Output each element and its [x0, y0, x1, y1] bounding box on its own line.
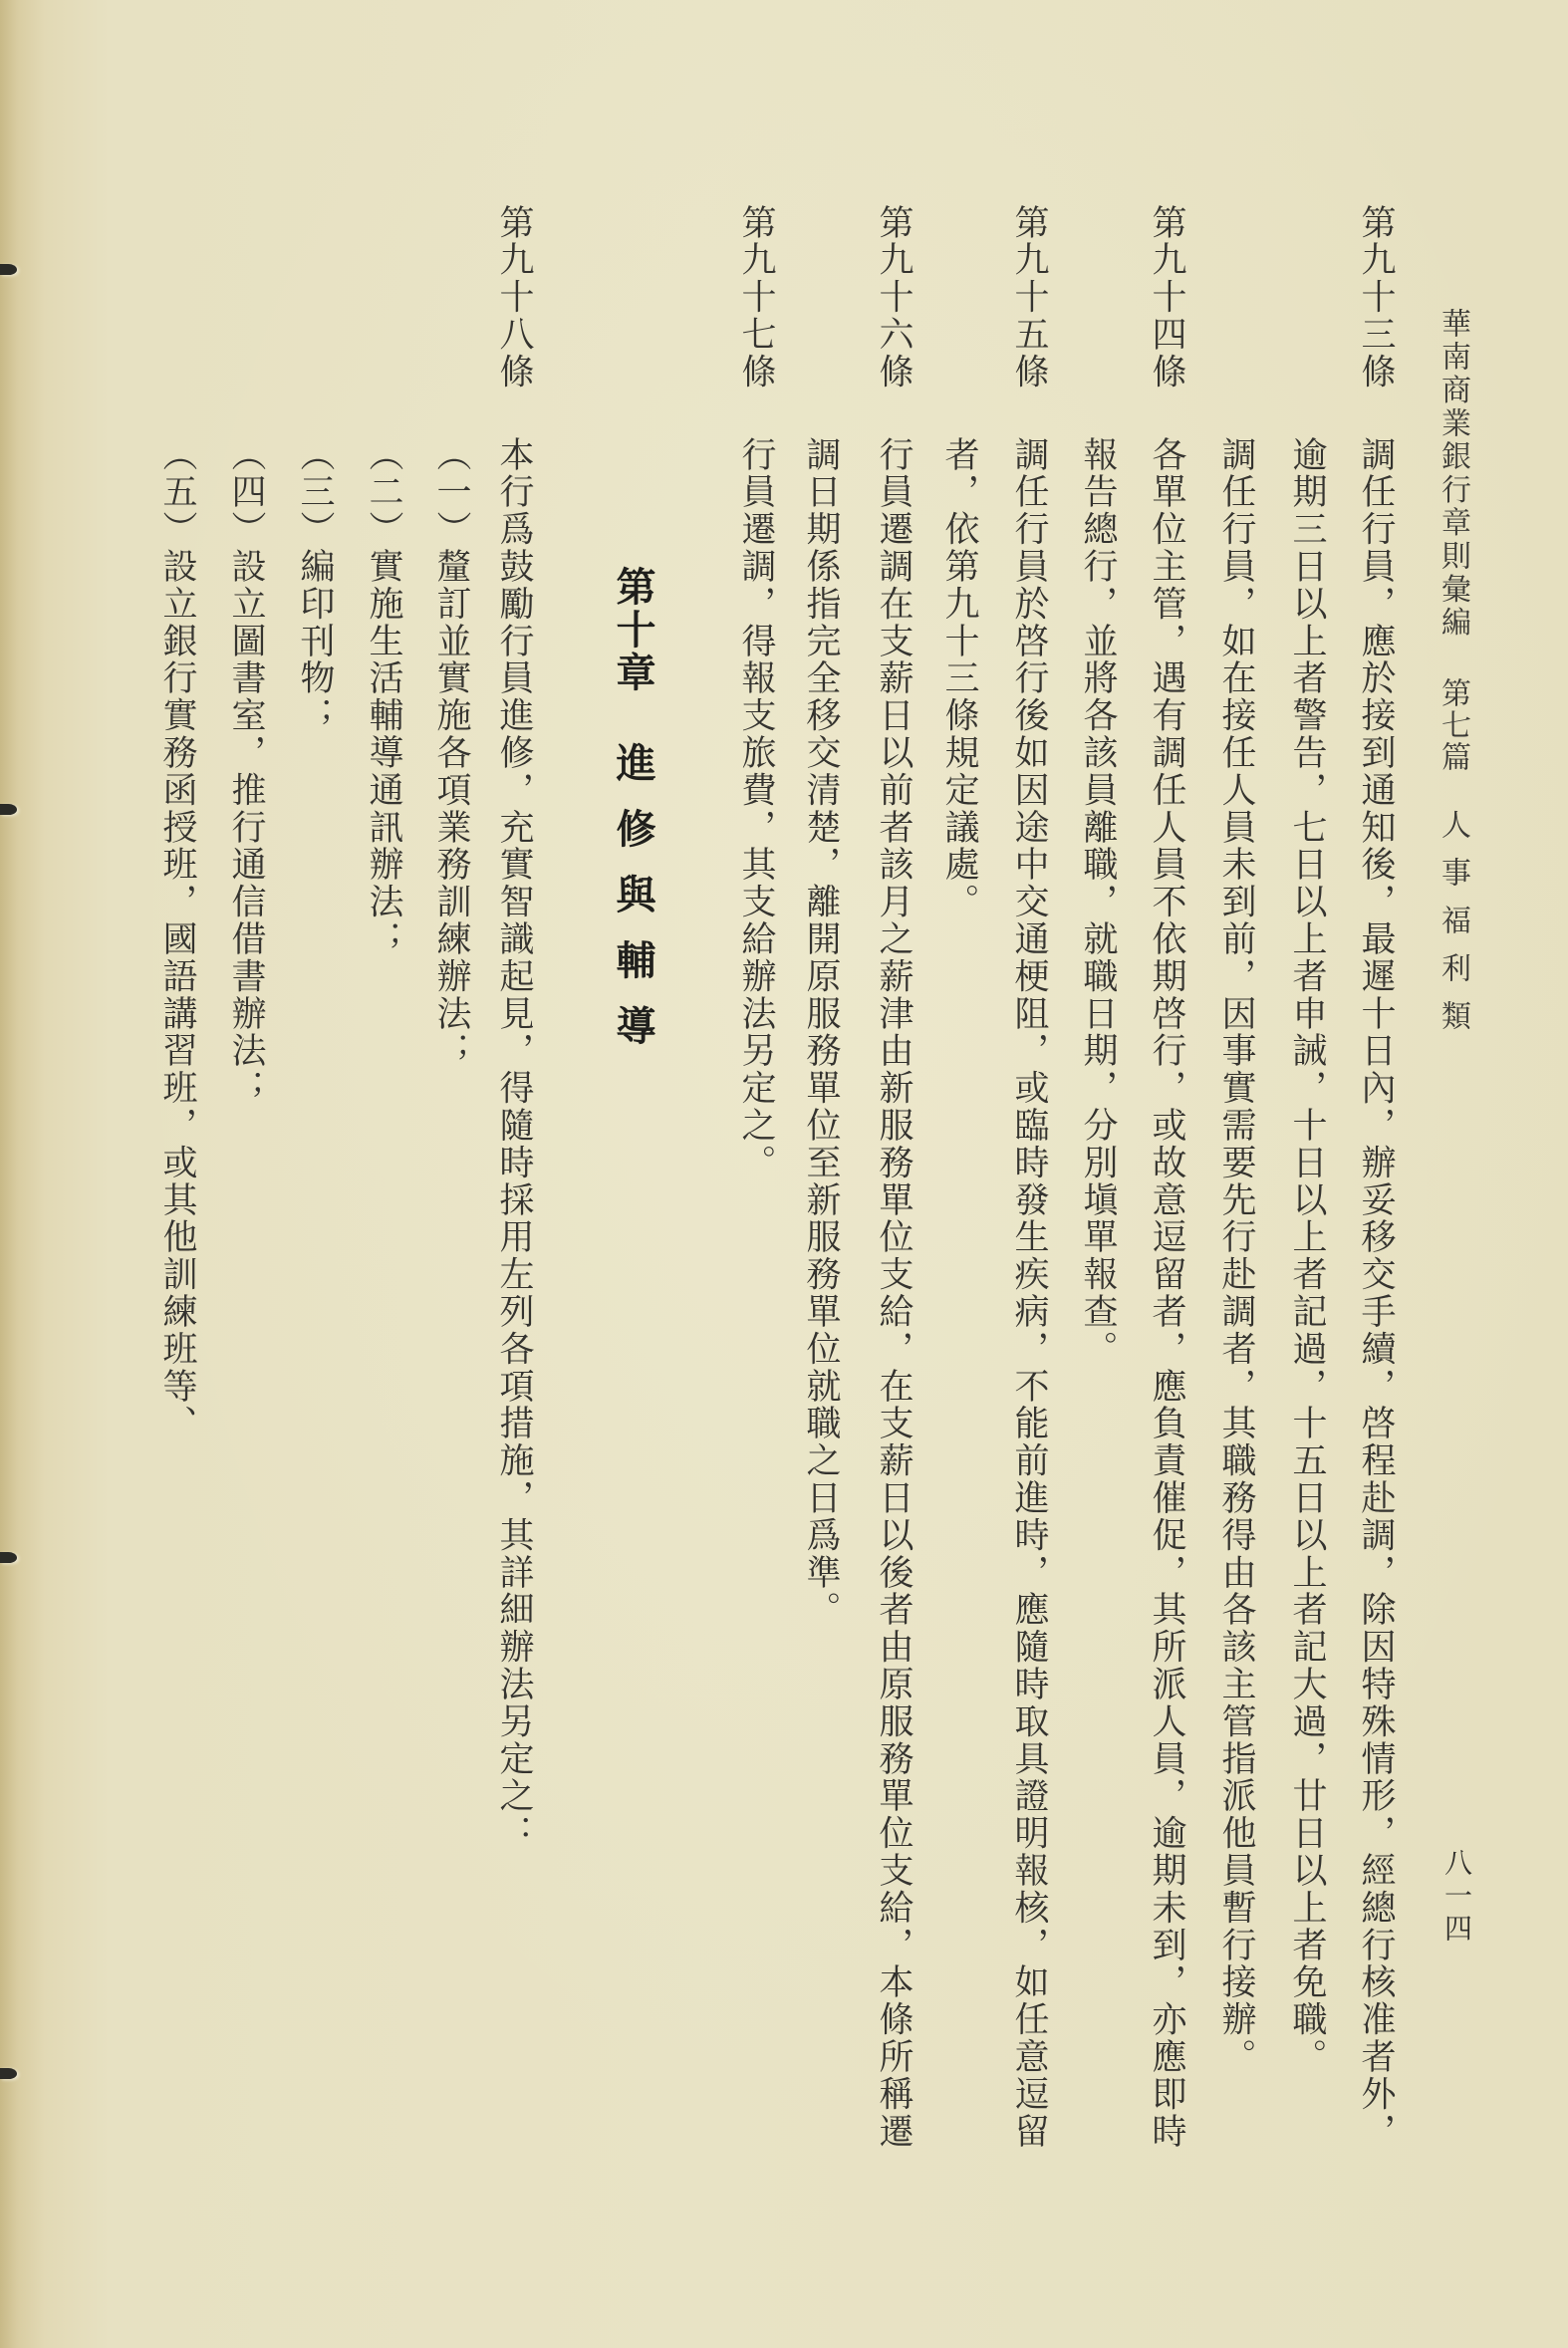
- list-item-text: 實施生活輔導通訊辦法；: [364, 548, 403, 958]
- list-item-text: 編印刊物；: [295, 548, 335, 735]
- list-item-marker: （四）: [226, 436, 266, 549]
- running-header-part: 第七篇: [1436, 677, 1470, 773]
- running-header-category: 人事福利類: [1436, 809, 1470, 1048]
- article-94-line-1: 各單位主管，遇有調任人員不依期啓行，或故意逗留者，應負責催促，其所派人員，逾期未到，亦應即時: [1147, 436, 1186, 2151]
- binding-hole: [0, 1552, 17, 1563]
- list-item-3: [293, 436, 337, 734]
- article-98-label: 第九十八條: [494, 204, 534, 391]
- article-95-line-1: 調任行員於啓行後如因途中交通梗阻，或臨時發生疾病，不能前進時，應隨時取具證明報核，如任意逗留: [1009, 436, 1049, 2151]
- article-97-line-1: 行員遷調，得報支旅費，其支給辦法另定之。: [736, 436, 776, 1181]
- article-98-line-1: 本行爲鼓勵行員進修，充實智識起見，得隨時採用左列各項措施，其詳細辦法另定之：: [494, 436, 534, 1853]
- article-93-line-2: 逾期三日以上者警告，七日以上者申誡，十日以上者記過，十五日以上者記大過，廿日以上者免職。: [1287, 436, 1327, 2076]
- list-item-text: 釐訂並實施各項業務訓練辦法；: [431, 548, 471, 1070]
- article-94-label: 第九十四條: [1147, 204, 1186, 391]
- list-item-2: [362, 436, 405, 958]
- list-item-5: [155, 436, 199, 1442]
- article-96-line-2: 調日期係指完全移交清楚，離開原服務單位至新服務單位就職之日爲準。: [801, 436, 841, 1629]
- article-96-line-1: 行員遷調在支薪日以前者該月之薪津由新服務單位支給，在支薪日以後者由原服務單位支給，本條所稱遷: [874, 436, 914, 2151]
- chapter-title: 進修與輔導: [610, 742, 656, 1071]
- list-item-marker: （三）: [295, 436, 335, 549]
- article-94-line-2: 報告總行，並將各該員離職，就職日期，分別塡單報查。: [1078, 436, 1118, 1368]
- binding-hole: [0, 2068, 17, 2079]
- article-95-line-2: 者，依第九十三條規定議處。: [939, 436, 979, 921]
- page-number: 八一四: [1440, 1848, 1473, 1947]
- list-item-4: [224, 436, 268, 1107]
- chapter-number: 第十章: [610, 566, 656, 694]
- list-item-text: 設立銀行實務函授班，國語講習班，或其他訓練班等、: [157, 548, 197, 1442]
- list-item-marker: （一）: [431, 436, 471, 549]
- article-93-line-1: 調任行員，應於接到通知後，最遲十日內，辦妥移交手續，啓程赴調，除因特殊情形，經總行核准者外，: [1356, 436, 1396, 2151]
- list-item-text: 設立圖書室，推行通信借書辦法；: [226, 548, 266, 1108]
- article-95-label: 第九十五條: [1009, 204, 1049, 391]
- article-93-line-3: 調任行員，如在接任人員未到前，因事實需要先行赴調者，其職務得由各該主管指派他員暫行接辦。: [1216, 436, 1256, 2076]
- binding-hole: [0, 804, 17, 815]
- list-item-1: [429, 436, 473, 1070]
- article-96-label: 第九十六條: [874, 204, 914, 391]
- list-item-marker: （五）: [157, 436, 197, 549]
- binding-hole: [0, 264, 17, 275]
- list-item-marker: （二）: [364, 436, 403, 549]
- running-header-book-title: 華南商業銀行章則彙編: [1436, 308, 1470, 640]
- article-97-label: 第九十七條: [736, 204, 776, 391]
- article-93-label: 第九十三條: [1356, 204, 1396, 391]
